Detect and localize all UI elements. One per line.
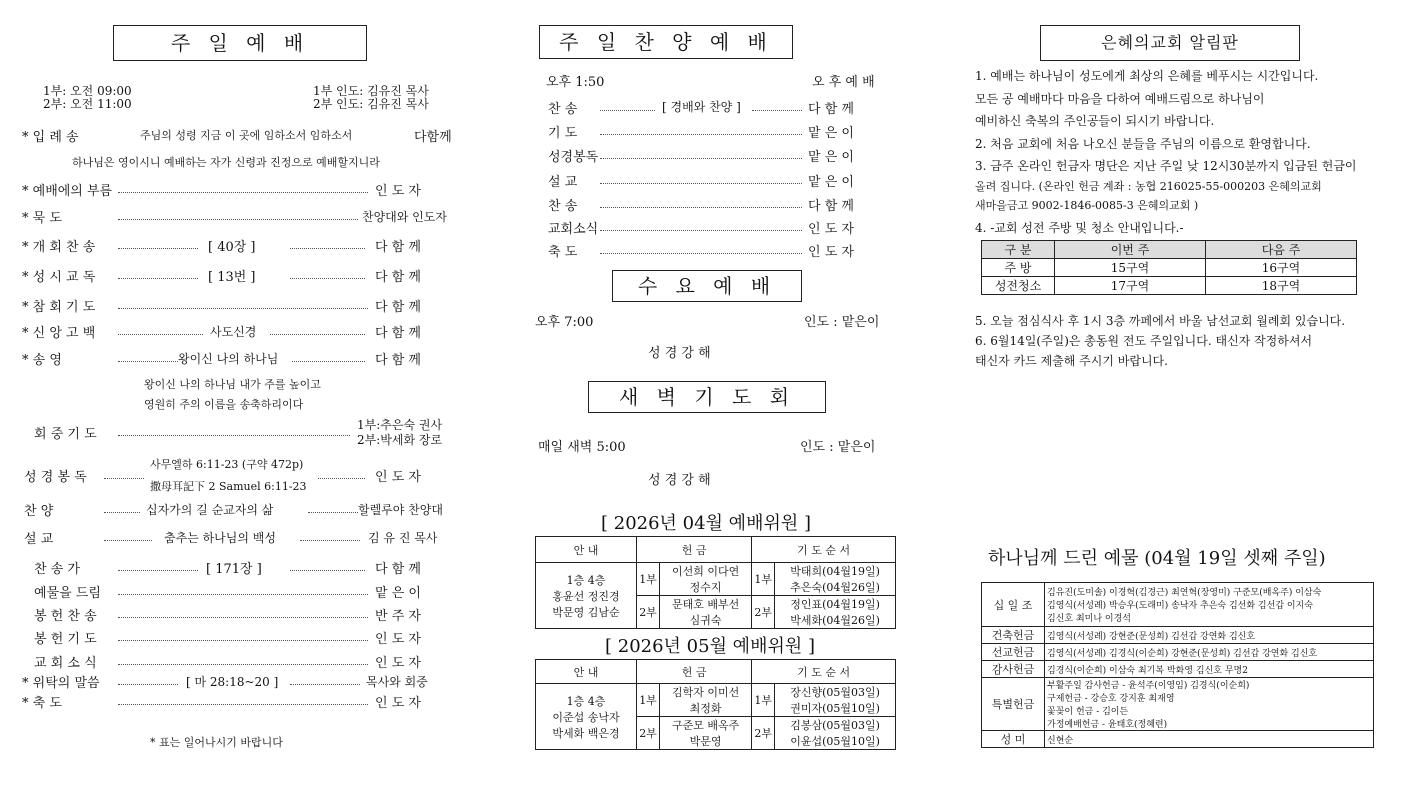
praise-row-right: 맡 은 이 (808, 175, 854, 190)
leader-dots (752, 110, 802, 111)
order-row-label: 봉 헌 기 도 (34, 632, 97, 647)
may-committee-title: [ 2026년 05월 예배위원 ] (605, 636, 815, 657)
wednesday-leader: 인도 : 맡은이 (804, 315, 880, 330)
leader-dots (118, 594, 368, 595)
order-row-right: 다 함 께 (375, 240, 421, 255)
order-row-label: 찬 송 가 (34, 562, 80, 577)
part-cell: 1부 (637, 563, 660, 596)
leader-dots (118, 617, 368, 618)
offering-cell: 구준모 배옥주 박문영 (660, 717, 752, 750)
leader-dots (600, 253, 802, 254)
leader-dots (600, 110, 655, 111)
leader-dots (290, 684, 360, 685)
order-row-label: * 참 회 기 도 (22, 300, 96, 315)
praise-row-right: 다 함 께 (808, 199, 854, 214)
april-committee-title: [ 2026년 04월 예배위원 ] (601, 513, 811, 534)
order-row-mid: 주님의 성령 지금 이 곳에 임하소서 임하소서 (140, 129, 353, 142)
praise-row-label: 축 도 (548, 245, 578, 260)
offering-names: 김경식(이순희) 이삼숙 최기복 박화영 김신호 무명2 (1045, 661, 1374, 678)
offering-names: 부활주일 감사헌금 - 윤석주(이영임) 김경식(이순희) 구제헌금 - 강승호 강지훈 최재영 꽃꽂이 헌금 - 김이든 가정예배헌금 - 윤태호(정혜련) (1045, 678, 1374, 731)
choir-right: 할렐루야 찬양대 (358, 503, 443, 517)
notice-board-title: 은혜의교회 알림판 (1040, 25, 1300, 61)
praise-row-right: 인 도 자 (808, 222, 854, 237)
leader-dots (104, 512, 140, 513)
leader-dots (118, 640, 368, 641)
order-row-label: * 개 회 찬 송 (22, 240, 96, 255)
order-row-mid: [ 40장 ] (208, 240, 256, 255)
order-row-right: 맡 은 이 (375, 586, 421, 601)
notice-line: 4. -교회 성전 주방 및 청소 안내입니다.- (975, 221, 1184, 235)
duty-table (981, 240, 1357, 295)
sermon-preacher: 김 유 진 목사 (368, 531, 438, 545)
offering-cell: 김학자 이미선 최정화 (660, 684, 752, 717)
may-committee-table (535, 659, 896, 750)
order-row-label: 교 회 소 식 (34, 656, 97, 671)
order-row-label: * 성 시 교 독 (22, 270, 96, 285)
praise-row-right: 맡 은 이 (808, 126, 854, 141)
leader-dots (118, 361, 178, 362)
order-row-label: 봉 헌 찬 송 (34, 609, 97, 624)
praise-row-label: 찬 송 (548, 199, 578, 214)
leader-dots (600, 158, 802, 159)
offering-label: 선교헌금 (982, 644, 1045, 661)
col-offering: 헌 금 (637, 537, 752, 563)
part-cell: 1부 (752, 684, 775, 717)
hymn-lyric-line: 왕이신 나의 하나님 내가 주를 높이고 (144, 378, 321, 391)
scripture-label: 성 경 봉 독 (24, 470, 87, 485)
leader-dots (118, 308, 368, 309)
offering-names: 김영식(서성례) 강현준(문성희) 김선갑 강연화 김신호 (1045, 627, 1374, 644)
first-service-time: 1부: 오전 09:00 (43, 84, 132, 98)
hymn-lyric-line: 영원히 주의 이름을 송축하리이다 (144, 398, 304, 411)
order-row-label: * 위탁의 말씀 (22, 676, 100, 691)
leader-dots (600, 230, 802, 231)
praise-row-label: 성경봉독 (548, 150, 599, 165)
duty-cell: 성전청소 (982, 277, 1055, 295)
order-row-label: * 송 영 (22, 353, 62, 368)
col-guide: 안 내 (536, 537, 637, 563)
notice-line: 6. 6월14일(주일)은 총동원 전도 주일입니다. 태신자 작정하셔서 (975, 334, 1313, 348)
leader-dots (118, 664, 368, 665)
order-row-label: * 축 도 (22, 696, 62, 711)
order-row-label: * 예배에의 부름 (22, 184, 113, 199)
prayer-cell: 박태희(04월19일) 추은숙(04월26일) (775, 563, 896, 596)
scripture-ref-en: 撒母耳記下 2 Samuel 6:11-23 (150, 480, 307, 493)
praise-leader: 오 후 예 배 (812, 75, 875, 90)
offering-cell: 문태호 배부선 심귀숙 (660, 596, 752, 629)
scripture-right: 인 도 자 (375, 470, 421, 485)
notice-line: 3. 금주 온라인 헌금자 명단은 지난 주일 낮 12시30분까지 입금된 헌금이 (975, 159, 1357, 173)
order-row-mid: [ 마 28:18~20 ] (186, 675, 279, 689)
order-row-mid: [ 13번 ] (208, 270, 256, 285)
leader-dots (118, 248, 198, 249)
dawn-leader: 인도 : 맡은이 (800, 440, 876, 455)
notice-line: 2. 처음 교회에 처음 나오신 분들을 주님의 이름으로 환영합니다. (975, 137, 1311, 151)
duty-header: 이번 주 (1055, 241, 1206, 259)
prayer-first: 1부:추은숙 권사 (357, 418, 443, 432)
duty-header: 구 분 (982, 241, 1055, 259)
offering-names: 신현순 (1045, 731, 1374, 748)
prayer-cell: 장신향(05월03일) 권미자(05월10일) (775, 684, 896, 717)
first-service-leader: 1부 인도: 김유진 목사 (313, 84, 429, 98)
sermon-title: 춤추는 하나님의 백성 (164, 531, 276, 545)
offering-title: 하나님께 드린 예물 (04월 19일 셋째 주일) (988, 548, 1326, 569)
duty-header: 다음 주 (1206, 241, 1357, 259)
leader-dots (600, 183, 802, 184)
duty-cell: 16구역 (1206, 259, 1357, 277)
dawn-text: 성 경 강 해 (648, 473, 711, 488)
praise-row-label: 찬 송 (548, 102, 578, 117)
leader-dots (104, 478, 144, 479)
order-row-right: 반 주 자 (375, 609, 421, 624)
order-row-right: 인 도 자 (375, 184, 421, 199)
wednesday-worship-title: 수 요 예 배 (612, 270, 802, 302)
offering-cell: 이선희 이다연 정수지 (660, 563, 752, 596)
praise-row-mid: [ 경배와 찬양 ] (662, 100, 741, 114)
order-row-right: 찬양대와 인도자 (362, 210, 447, 224)
praise-row-label: 기 도 (548, 126, 578, 141)
choir-mid: 십자가의 길 순교자의 삶 (146, 503, 274, 517)
leader-dots (118, 334, 203, 335)
order-row-mid: 하나님은 영이시니 예배하는 자가 신령과 진정으로 예배할지니라 (72, 156, 380, 169)
leader-dots (318, 478, 365, 479)
order-row-right: 인 도 자 (375, 656, 421, 671)
leader-dots (290, 570, 365, 571)
leader-dots (118, 435, 350, 436)
col-guide: 안 내 (536, 660, 637, 684)
col-offering: 헌 금 (637, 660, 752, 684)
praise-worship-title: 주 일 찬 양 예 배 (539, 25, 793, 59)
praise-row-right: 인 도 자 (808, 245, 854, 260)
leader-dots (118, 219, 358, 220)
col-prayer: 기 도 순 서 (752, 537, 896, 563)
leader-dots (290, 248, 365, 249)
praise-row-label: 교회소식 (548, 222, 599, 237)
praise-row-right: 맡 은 이 (808, 150, 854, 165)
leader-dots (300, 540, 360, 541)
prayer-cell: 김봉삼(05월03일) 이윤섭(05월10일) (775, 717, 896, 750)
leader-dots (600, 207, 802, 208)
offering-label: 특별헌금 (982, 678, 1045, 731)
offering-names: 김유진(도미솔) 이경혁(김경근) 최연혁(장영미) 구준모(배옥주) 이삼숙 김영식(서성례) 박승우(도래미) 송낙자 추은숙 김선화 김선갑 이지숙 김신호 최미나 이경석 (1045, 583, 1374, 627)
order-row-mid: [ 171장 ] (206, 562, 262, 577)
leader-dots (292, 361, 365, 362)
scripture-ref-ko: 사무엘하 6:11-23 (구약 472p) (150, 458, 304, 471)
standing-footnote: * 표는 일어나시기 바랍니다 (150, 736, 283, 749)
col-prayer: 기 도 순 서 (752, 660, 896, 684)
notice-line: 모든 공 예배마다 마음을 다하여 예배드림으로 하나님이 (975, 92, 1265, 106)
notice-line: 태신자 카드 제출해 주시기 바랍니다. (975, 354, 1168, 368)
second-service-time: 2부: 오전 11:00 (43, 97, 132, 111)
leader-dots (118, 684, 178, 685)
offering-label: 건축헌금 (982, 627, 1045, 644)
order-row-label: * 신 앙 고 백 (22, 326, 96, 341)
wednesday-text: 성 경 강 해 (648, 346, 711, 361)
order-row-label: * 입 례 송 (22, 130, 79, 145)
order-row-right: 인 도 자 (375, 696, 421, 711)
part-cell: 1부 (637, 684, 660, 717)
guide-cell: 1층 4층 이준섭 송낙자 박세화 백은경 (536, 684, 637, 750)
dawn-time: 매일 새벽 5:00 (538, 440, 626, 455)
part-cell: 2부 (637, 717, 660, 750)
leader-dots (118, 704, 368, 705)
order-row-mid: 왕이신 나의 하나님 (178, 352, 279, 366)
wednesday-time: 오후 7:00 (535, 315, 594, 330)
sunday-worship-title: 주 일 예 배 (113, 25, 367, 61)
notice-line: 5. 오늘 점심식사 후 1시 3층 까페에서 바울 남선교회 월례회 있습니다. (975, 314, 1346, 328)
april-committee-table (535, 536, 896, 629)
notice-line: 새마을금고 9002-1846-0085-3 은혜의교회 ) (975, 199, 1199, 212)
order-row-mid: 사도신경 (210, 325, 257, 339)
order-row-right: 목사와 회중 (366, 675, 428, 689)
leader-dots (290, 278, 365, 279)
notice-line: 예비하신 축복의 주인공들이 되시기 바랍니다. (975, 114, 1215, 128)
part-cell: 2부 (637, 596, 660, 629)
offering-names: 김영식(서성례) 김경식(이순희) 강현준(문성희) 김선갑 강연화 김신호 (1045, 644, 1374, 661)
order-row-right: 다 함 께 (375, 300, 421, 315)
offering-label: 십 일 조 (982, 583, 1045, 627)
duty-cell: 주 방 (982, 259, 1055, 277)
offering-label: 감사헌금 (982, 661, 1045, 678)
duty-cell: 15구역 (1055, 259, 1206, 277)
praise-time: 오후 1:50 (546, 75, 605, 90)
congregation-prayer-label: 회 중 기 도 (34, 427, 97, 442)
order-row-label: * 묵 도 (22, 211, 62, 226)
order-row-right: 다 함 께 (375, 353, 421, 368)
notice-line: 올려 집니다. (온라인 헌금 계좌 : 농협 216025-55-000203 은혜의교회 (975, 180, 1322, 193)
offering-label: 성 미 (982, 731, 1045, 748)
leader-dots (118, 192, 368, 193)
guide-cell: 1층 4층 홍윤선 정진경 박문영 김남순 (536, 563, 637, 629)
order-row-right: 다 함 께 (375, 562, 421, 577)
leader-dots (600, 134, 802, 135)
duty-cell: 17구역 (1055, 277, 1206, 295)
leader-dots (118, 570, 198, 571)
prayer-second: 2부:박세화 장로 (357, 433, 443, 447)
choir-label: 찬 양 (24, 504, 54, 519)
part-cell: 2부 (752, 596, 775, 629)
leader-dots (308, 512, 358, 513)
order-row-right: 다 함 께 (375, 326, 421, 341)
order-row-label: 예물을 드림 (34, 586, 101, 601)
praise-row-right: 다 함 께 (808, 102, 854, 117)
dawn-prayer-title: 새 벽 기 도 회 (588, 381, 826, 413)
prayer-cell: 정인표(04월19일) 박세화(04월26일) (775, 596, 896, 629)
order-row-right: 인 도 자 (375, 632, 421, 647)
leader-dots (104, 540, 152, 541)
order-row-right: 다 함 께 (375, 270, 421, 285)
leader-dots (270, 334, 365, 335)
part-cell: 2부 (752, 717, 775, 750)
duty-cell: 18구역 (1206, 277, 1357, 295)
praise-row-label: 설 교 (548, 175, 578, 190)
part-cell: 1부 (752, 563, 775, 596)
order-row-right: 다함께 (414, 130, 452, 145)
offering-table (981, 582, 1374, 748)
sermon-label: 설 교 (24, 532, 54, 547)
second-service-leader: 2부 인도: 김유진 목사 (313, 97, 429, 111)
leader-dots (118, 278, 198, 279)
notice-line: 1. 예배는 하나님이 성도에게 최상의 은혜를 베푸시는 시간입니다. (975, 69, 1319, 83)
